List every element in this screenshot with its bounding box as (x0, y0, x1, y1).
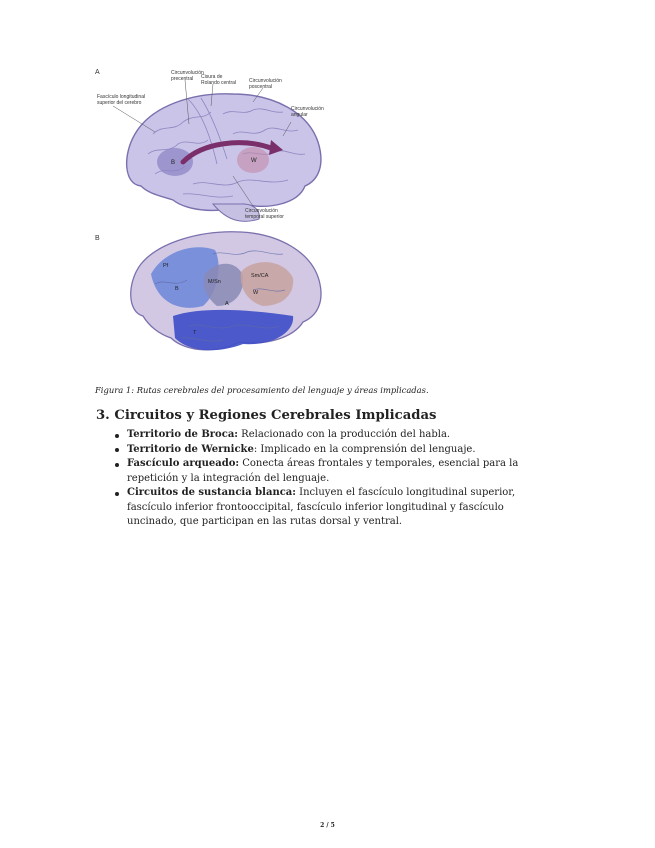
desc-arcuate: Conecta áreas frontales y temporales, esencial para la repetición y la integración del lenguaje. (127, 458, 519, 484)
term-arcuate: Fascículo arqueado: (127, 458, 240, 469)
area-t: T (193, 330, 197, 336)
section-heading: 3. Circuitos y Regiones Cerebrales Implicadas (96, 408, 437, 423)
desc-broca: Relacionado con la producción del habla. (238, 429, 451, 440)
desc-white-matter: Incluyen el fascículo longitudinal superior, fascículo inferior frontooccipital, fascículo inferior longitudinal y fascículo uncinado, que participan en las rutas dorsal y ventral. (127, 487, 516, 527)
list-item-wernicke (112, 443, 552, 458)
label-fasciculus-2: superior del cerebro (97, 100, 142, 106)
area-w: W (253, 290, 259, 296)
term-wernicke: Territorio de Wernicke (127, 443, 254, 455)
label-superior-temporal-2: temporal superior (245, 214, 284, 220)
label-angular-1: Circunvolución (291, 106, 324, 112)
panel-a-letter: A (95, 69, 100, 76)
label-rolando-2: Rolando central (201, 80, 237, 86)
brain-b (131, 232, 321, 350)
term-white-matter: Circuitos de sustancia blanca: (127, 487, 296, 498)
list-item-white-matter (112, 486, 552, 530)
regions-list (112, 428, 552, 530)
area-b-label: B (171, 160, 176, 166)
area-w-label: W (251, 158, 257, 164)
list-item-arcuate (112, 457, 552, 486)
label-postcentral-2: poscentral (249, 84, 273, 90)
area-smca: Sm/CA (251, 273, 269, 279)
page-number: 2 / 5 (320, 822, 335, 829)
panel-b-letter: B (95, 235, 100, 242)
term-broca: Territorio de Broca: (127, 429, 238, 440)
area-msn: M/Sn (208, 279, 221, 285)
label-superior-temporal-1: Circunvolución (245, 208, 278, 214)
brain-language-figure (93, 54, 339, 366)
label-fasciculus-1: Fascículo longitudinal (97, 94, 146, 100)
label-angular-2: angular (291, 112, 308, 118)
label-rolando-1: Cisura de (201, 74, 223, 80)
desc-wernicke: : Implicado en la comprensión del lenguaje. (253, 443, 476, 455)
figure-caption: Figura 1: Rutas cerebrales del procesamiento del lenguaje y áreas implicadas. (95, 385, 429, 395)
label-precentral-1: Circunvolución (171, 70, 204, 76)
label-postcentral-1: Circunvolución (249, 78, 282, 84)
area-pf: Pf (163, 263, 169, 269)
area-b: B (175, 286, 179, 292)
list-item-broca (112, 428, 552, 443)
area-a: A (225, 301, 229, 307)
label-precentral-2: precentral (171, 76, 194, 82)
brain-illustration (93, 54, 339, 366)
